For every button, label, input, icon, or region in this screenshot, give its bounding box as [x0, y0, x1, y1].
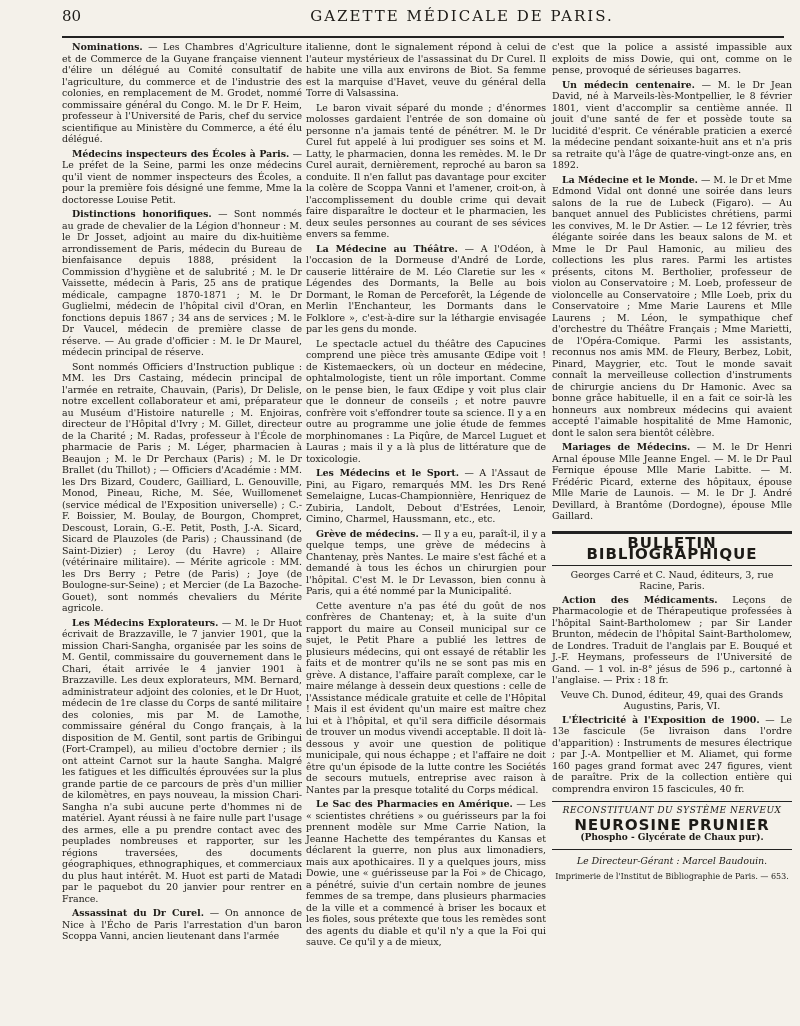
article-title: Le Sac des Pharmacies en Amérique. — [316, 799, 513, 810]
article-greve — [306, 529, 546, 598]
article-title: Distinctions honorifiques. — [72, 209, 212, 220]
ad-product-name: NEUROSINE PRUNIER — [574, 815, 770, 834]
book-text: — Le 13e fascicule (5e livraison dans l'ordre d'apparition) : Instruments de mesures électrique ; par J.-A. Montpellier et M. Aliamet, qui forme 160 pages grand format avec 247 figures, vient de paraître. Prix de la collection entière qui comprendra environ 15 fascicules, 40 fr. — [552, 714, 792, 795]
book-text: Leçons de Pharmacologie et de Thérapeutique professées à l'hôpital Saint-Bartholomew ; par Sir Lander Brunton, médecin de l'hôpital Saint-Bartholomew, de Londres. Traduit de l'anglais par E. Bouqué et J.-F. Heymans, professeurs de l'Université de Gand. — 1 vol. in-8° jésus de 596 p., cartonné à l'anglaise. — Prix : 18 fr. — [552, 594, 792, 686]
article-sport — [306, 468, 546, 526]
article-distinctions — [62, 209, 302, 359]
article-text: — M. le Dr Huot écrivait de Brazzaville, le 7 janvier 1901, que la mission Chari-Sangha, organisée par les soins de M. Gentil, commissaire du gouvernement dans le Chari, était arrivée le 4 janvier 1901 à Brazzaville. Les deux explorateurs, MM. Bernard, administrateur adjoint des colonies, et le Dr Huot, médecin de 1re classe du Corps de santé militaire des colonies, mis par M. de Lamothe, commissaire général du Congo français, à la disposition de M. Gentil, sont partis de Gribingui (Fort-Crampel), au milieu d'octobre dernier ; ils ont atteint Carnot sur la haute Sangha. Malgré les fatigues et les difficultés éprouvées sur la plus grande partie de ce parcours de près d'un millier de kilomètres, en pays nouveau, la mission Chari-Sangha n'a subi aucune perte d'hommes ni de matériel. Ayant réussi à ne faire nulle part l'usage des armes, elle a pu prendre contact avec des peuplades nombreuses et rapporter, sur les régions traversées, des documents géographiques, ethnographiques, et commerciaux du plus haut intérêt. M. Huot est parti de Matadi par le paquebot du 20 janvier pour rentrer en France. — [62, 617, 302, 905]
article-text: — Les Chambres d'Agriculture et de Commerce de la Guyane française viennent d'élire un délégué au Comité consultatif de l'agriculture, du commerce et de l'industrie des colonies, en remplacement de M. Grodet, nommé commissaire général du Congo. M. le Dr F. Heim, professeur à l'Université de Paris, chef du service scientifique au Ministère du Commerce, a été élu délégué. — [62, 42, 302, 145]
article-assassinat — [62, 908, 302, 943]
article-monde — [552, 175, 792, 440]
article-text: — A l'Odéon, à l'occasion de la Dormeuse d'André de Lorde, causerie littéraire de M. Léo Claretie sur les « Légendes des Dormants, la Belle au bois Dormant, le Roman de Perceforêt, la Légende de Merlin l'Enchanteur, les Dormants dans le Folklore », c'est-à-dire sur la léthargie envisagée par les gens du monde. — [306, 243, 546, 335]
article-distinctions-cont: Sont nommés Officiers d'Instruction publique : MM. les Drs Castaing, médecin principal de l'armée en retraite, Chauvain, (Paris), Dr Delisle, notre excellent collaborateur et ami, préparateur au Muséum d'Histoire naturelle ; M. Enjoiras, directeur de l'Hôpital d'Ivry ; M. Gillet, directeur de la Charité ; M. Radas, professeur à l'École de pharmacie de Paris ; M. Léger, pharmacien à Beaujon ; M. le Dr Perchaux (Paris) ; M. le Dr Brallet (du Thillot) ; — Officiers d'Académie : MM. les Drs Bizard, Couderc, Gailliard, L. Genouville, Monod, Pineau, Riche, M. Sée, Wuillomenet (service médical de l'Exposition universelle) ; C.-F. Boissier, M. Boulay, de Bourgon, Chompret, Descoust, Lorain, G.-E. Petit, Posth, J.-A. Sicard, Sicard de Plauzoles (de Paris) ; Chaussinand (de Saint-Dizier) ; Leroy (du Havre) ; Allaire (vétérinaire militaire). — Mérite agricole : MM. les Drs Berry ; Petre (de Paris) ; Joye (de Boulogne-sur-Seine) ; et Mercier (de La Bazoche-Gouet), sont nommés chevaliers du Mérite agricole. — [62, 361, 302, 614]
printer-line: Imprimerie de l'Institut de Bibliographie de Paris. — 653. — [555, 872, 789, 881]
article-text: — Le préfet de la Seine, parmi les onze médecins qu'il vient de nommer inspecteurs des Écoles, a pour la première fois désigné une femme, Mme la doctoresse Louise Petit. — [62, 148, 302, 206]
book-title: Action des Médicaments. — [562, 594, 718, 606]
article-title: La Médecine et le Monde. — [562, 174, 698, 186]
article-assassinat-cont2: Le baron vivait séparé du monde ; d'énormes molosses gardaient l'entrée de son domaine où personne n'a jamais tenté de pénétrer. M. le Dr Curel fut appelé à lui prodiguer ses soins et M. Latty, le pharmacien, donna les remèdes. M. le Dr Curel aurait, dernièrement, reproché au baron sa conduite. Il n'en fallut pas davantage pour exciter la colère de Scoppa Vanni et l'amener, croit-on, à l'accomplissement du double crime qui devait faire disparaître le docteur et le pharmacien, les deux seules personnes au courant de ses sévices envers sa femme. — [306, 102, 546, 240]
article-explorateurs — [62, 618, 302, 906]
article-text: — M. le Dr Jean David, né à Marveils-lès-Montpellier, le 8 février 1801, vient d'accomplir sa centième année. Il jouit d'une santé de fer et possède toute sa lucidité d'esprit. Ce vénérable praticien a exercé la médecine pendant soixante-huit ans et n'a pris sa retraite qu'à l'âge de quatre-vingt-onze ans, en 1892. — [552, 79, 792, 171]
journal-title: GAZETTE MÉDICALE DE PARIS. — [310, 7, 614, 25]
ad-product-desc: (Phospho - Glycérate de Chaux pur). — [580, 833, 764, 843]
page-header — [62, 2, 784, 32]
advertisement — [552, 801, 792, 850]
article-title: Nominations. — [72, 42, 143, 53]
article-text: — Il y a eu, paraît-il, il y a quelque temps, une grève de médecins à Chantenay, près Nantes. Le maire s'est fâché et a demandé à tous les échos un chirurgien pour l'hôpital. C'est M. le Dr Levasson, bien connu à Paris, qui a été nommé par la Municipalité. — [306, 528, 546, 597]
article-text: — M. le Dr Henri Arnal épouse Mlle Jeanne Engel. — M. le Dr Paul Fernique épouse Mlle Marie Labitte. — M. Frédéric Picard, externe des hôpitaux, épouse Mlle Marie de Launois. — M. le Dr J. André Devillard, à Brantôme (Dordogne), épouse Mlle Gaillard. — [552, 442, 792, 522]
page-number: 80 — [62, 7, 82, 25]
director-line: Le Directeur-Gérant : Marcel Baudouin. — [576, 855, 768, 867]
article-sac-cont: c'est que la police a assisté impassible aux exploits de miss Dowie, qui ont, comme on le pense, provoqué de sérieuses bagarres. — [552, 42, 792, 76]
article-title: Les Médecins et le Sport. — [316, 468, 460, 479]
article-sac — [306, 799, 546, 949]
publisher-line: Veuve Ch. Dunod, éditeur, 49, quai des Grands Augustins, Paris, VI. — [560, 689, 784, 712]
article-text: — M. le Dr et Mme Edmond Vidal ont donné une soirée dans leurs salons de la rue de Lubeck (Figaro). — Au banquet annuel des Publicistes chrétiens, parmi les convives, M. le Dr Astier. — Le 12 février, très élégante soirée dans les beaux salons de M. et Mme le Dr Paul Hamonic, au milieu des collections les plus rares. Parmi les artistes présents, citons M. Bertholier, professeur de violon au Conservatoire ; M. Loeb, professeur de violoncelle au Conservatoire ; Mlle Loeb, prix du Conservatoire ; Mme Marie Laurens et Mlle Laurens ; M. Léon, le sympathique chef d'orchestre du Théâtre Français ; Mme Marietti, de l'Opéra-Comique. Parmi les assistants, reconnus nos amis MM. de Fleury, Berbez, Lobit, Pinard, Maygrier, etc. Tout le monde savait connaît la merveilleuse collection d'instruments de chirurgie anciens du Dr Hamonic. Avec sa bonne grâce habituelle, il en a fait ce soir-là les honneurs aux nombreux médecins qui avaient accepté l'aimable hospitalité de Mme Hamonic, dont le salon sera bientôt célèbre. — [552, 174, 793, 439]
publisher-line: Georges Carré et C. Naud, éditeurs, 3, rue Racine, Paris. — [570, 569, 774, 592]
article-theatre-cont: Le spectacle actuel du théâtre des Capucines comprend une pièce très amusante Œdipe voit ! de Kistemaeckers, où un docteur en médecine, ophtalmologiste, tient un rôle important. Comme on le pense bien, le faux Œdipe y voit plus clair que le donneur de conseils ; et notre pauvre confrère voit s'effondrer toute sa science. Il y a en outre au programme une jolie étude de femmes morphinomanes : La Piqûre, de Marcel Luguet et Lauras ; mais il y a là plus de littérature que de toxicologie. — [306, 338, 546, 465]
ad-tagline: RECONSTITUANT DU SYSTÈME NERVEUX — [562, 806, 782, 816]
article-centenaire — [552, 80, 792, 172]
column-right — [552, 42, 792, 886]
article-title: La Médecine au Théâtre. — [316, 243, 458, 255]
header-rule — [62, 36, 784, 38]
article-text: — Sont nommés au grade de chevalier de la Légion d'honneur : M. le Dr Josset, adjoint au maire du dix-huitième arrondissement de Paris, médecin du Bureau de bienfaisance depuis 1888, président la Commission d'hygiène et de salubrité ; M. le Dr Vaissette, médecin à Paris, 25 ans de pratique médicale, campagne 1870-1871 ; M. le Dr Guglielmi, médecin de l'hôpital civil d'Oran, en fonctions depuis 1867 ; 34 ans de services ; M. le Dr Vaucel, médecin de première classe de réserve. — Au grade d'officier : M. le Dr Maurel, médecin principal de réserve. — [62, 209, 302, 358]
article-title: Les Médecins Explorateurs. — [72, 617, 219, 629]
article-text: — A l'Assaut de Pini, au Figaro, remarqués MM. les Drs René Semelaigne, Lucas-Championnière, Henriquez de Zubiria, Landolt, Debout d'Estrées, Lenoir, Cimino, Charmel, Haussmann, etc., etc. — [306, 468, 546, 525]
article-title: Médecins inspecteurs des Écoles à Paris. — [72, 148, 290, 160]
bulletin-heading: BULLETIN BIBLIOGRAPHIQUE — [552, 531, 792, 566]
article-title: Assassinat du Dr Curel. — [72, 908, 204, 919]
article-title: Mariages de Médecins. — [562, 442, 691, 453]
article-nominations — [62, 42, 302, 146]
article-title: Un médecin centenaire. — [562, 79, 695, 91]
article-greve-cont: Cette aventure n'a pas été du goût de nos confrères de Chantenay; et, à la suite d'un rapport du maire au Conseil municipal sur ce sujet, le Petit Phare a publié les lettres de plusieurs médecins, qui ont essayé de rétablir les faits et de montrer qu'ils ne se sont pas mis en grève. A distance, l'affaire paraît complexe, car le maire mélange à dessein deux questions : celle de l'Assistance médicale gratuite et celle de l'Hôpital ! Mais il est évident qu'un maire est maître chez lui et à l'hôpital, et qu'il sera difficile désormais de trouver un modus vivendi acceptable. Il doit là-dessous y avoir une question de politique municipale, qui nous échappe ; et l'affaire ne doit être qu'un épisode de la lutte contre les Sociétés de secours mutuels, entreprise avec raison à Nantes par la presque totalité du Corps médical. — [306, 600, 546, 796]
article-title: Grève de médecins. — [316, 528, 419, 540]
article-text: — On annonce de Nice à l'Écho de Paris l'arrestation d'un baron Scoppa Vanni, ancien lieutenant dans l'armée — [62, 908, 302, 942]
article-mariages — [552, 442, 792, 523]
article-text: — Les « scientistes chrétiens » ou guérisseurs par la foi prennent modèle sur Mme Carrie Nation, la Jeanne Hachette des tempérantes du Kansas et déclarent la guerre, non plus aux limonadiers, mais aux apothicaires. Il y a quelques jours, miss Dowie, une « guérisseuse par la Foi » de Chicago, a pénétré, suivie d'un certain nombre de jeunes femmes de sa trempe, dans plusieurs pharmacies de la ville et a commencé à briser les bocaux et les fioles, sous prétexte que tous les remèdes sont des agents du diable et qu'il n'y a que la Foi qui sauve. Ce qu'il y a de mieux, — [306, 799, 546, 948]
book-title: L'Électricité à l'Exposition de 1900. — [562, 714, 760, 726]
column-middle — [306, 42, 546, 952]
article-assassinat-cont: italienne, dont le signalement répond à celui de l'auteur mystérieux de l'assassinat du Dr Curel. Il habite une villa aux environs de Biot. Sa femme est la marquise d'Havet, veuve du général della Torre di Valsassina. — [306, 42, 546, 99]
article-theatre — [306, 244, 546, 336]
book-entry-electricite — [552, 715, 792, 796]
book-entry-medicaments — [552, 595, 792, 687]
article-inspecteurs — [62, 149, 302, 207]
column-left — [62, 42, 302, 946]
